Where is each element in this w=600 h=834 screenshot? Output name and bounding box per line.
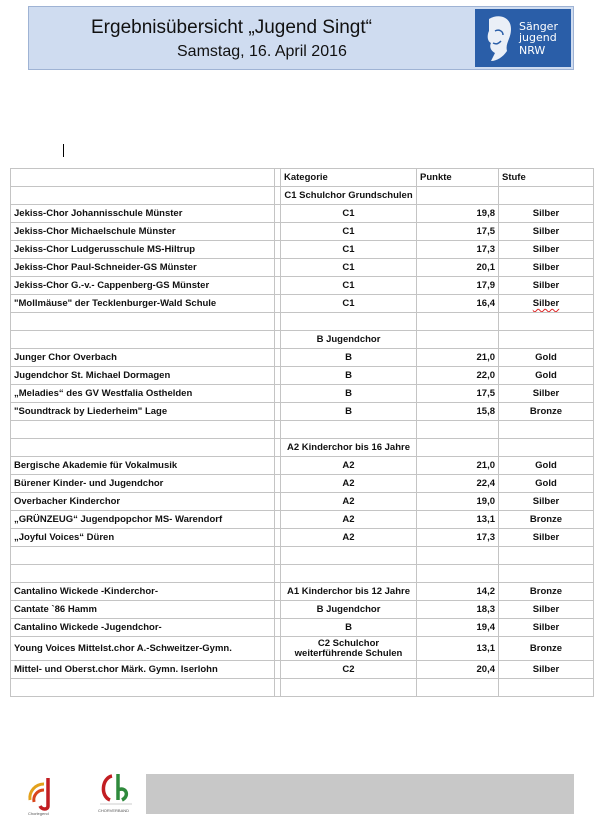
chorverband-logo [92,770,140,820]
table-row [11,295,594,313]
kategorie-cell: C2 [281,661,417,679]
table-row [11,493,594,511]
table-row [11,259,594,277]
group-label-a2: A2 Kinderchor bis 16 Jahre [281,439,417,457]
table-row [11,529,594,547]
kategorie-cell: A1 Kinderchor bis 12 Jahre [281,583,417,601]
punkte-cell: 22,0 [417,367,499,385]
column-header-kategorie: Kategorie [281,169,417,187]
choir-name: Mittel- und Oberst.chor Märk. Gymn. Iserlohn [11,661,275,679]
kategorie-cell: B [281,619,417,637]
stufe-cell: Silber [499,223,594,241]
text-cursor [63,144,64,157]
kategorie-cell: A2 [281,493,417,511]
stufe-cell: Silber [499,529,594,547]
table-row [11,349,594,367]
table-row [11,385,594,403]
choir-name: „Meladies“ des GV Westfalia Osthelden [11,385,275,403]
kategorie-cell: B [281,367,417,385]
punkte-cell: 17,5 [417,385,499,403]
punkte-cell: 13,1 [417,511,499,529]
choir-name: Jugendchor St. Michael Dormagen [11,367,275,385]
punkte-cell: 17,5 [417,223,499,241]
logo2-caption: CHORVERBAND [98,808,130,813]
stufe-cell: Gold [499,367,594,385]
empty-row [11,547,594,565]
singer-face-icon [481,13,515,63]
stufe-cell: Gold [499,457,594,475]
kategorie-cell: C1 [281,241,417,259]
column-header-punkte: Punkte [417,169,499,187]
kategorie-cell: A2 [281,475,417,493]
stufe-cell: Silber [499,619,594,637]
punkte-cell: 15,8 [417,403,499,421]
chorverband-logo-icon [92,770,140,820]
stufe-cell: Silber [499,241,594,259]
table-row [11,205,594,223]
punkte-cell: 17,9 [417,277,499,295]
group-row [11,187,594,205]
punkte-cell: 13,1 [417,637,499,661]
kategorie-cell: C1 [281,205,417,223]
empty-row [11,565,594,583]
stufe-cell: Silber [499,661,594,679]
table-row [11,601,594,619]
stufe-cell: Silber [499,385,594,403]
footer-bar [146,774,574,814]
stufe-cell: Bronze [499,511,594,529]
punkte-cell: 20,1 [417,259,499,277]
kategorie-cell: A2 [281,457,417,475]
empty-row [11,313,594,331]
punkte-cell: 16,4 [417,295,499,313]
table-row [11,277,594,295]
kategorie-cell: A2 [281,511,417,529]
table-row [11,403,594,421]
column-header-stufe: Stufe [499,169,594,187]
punkte-cell: 17,3 [417,241,499,259]
punkte-cell: 22,4 [417,475,499,493]
logo-line-3: NRW [519,44,546,57]
punkte-cell: 19,0 [417,493,499,511]
choir-name: "Soundtrack by Liederheim" Lage [11,403,275,421]
group-row [11,439,594,457]
kategorie-line-2: weiterführende Schulen [294,647,403,659]
choir-name: „Joyful Voices“ Düren [11,529,275,547]
choir-name: Cantate `86 Hamm [11,601,275,619]
table-row [11,619,594,637]
stufe-cell: Silber [499,601,594,619]
logo-line-2: jugend [519,31,557,44]
table-header-row [11,169,594,187]
punkte-cell: 18,3 [417,601,499,619]
choir-name: Overbacher Kinderchor [11,493,275,511]
table-row [11,367,594,385]
table-row [11,223,594,241]
table-row [11,241,594,259]
punkte-cell: 21,0 [417,349,499,367]
stufe-cell: Bronze [499,637,594,661]
choir-name: Bürener Kinder- und Jugendchor [11,475,275,493]
punkte-cell: 14,2 [417,583,499,601]
choir-name: Cantalino Wickede -Jugendchor- [11,619,275,637]
choir-name: Junger Chor Overbach [11,349,275,367]
choir-name: Jekiss-Chor Ludgerusschule MS-Hiltrup [11,241,275,259]
stufe-cell: Bronze [499,583,594,601]
kategorie-cell: C1 [281,295,417,313]
stufe-cell: Gold [499,475,594,493]
results-table [10,168,594,697]
kategorie-cell: B [281,349,417,367]
choir-name: Jekiss-Chor G.-v.- Cappenberg-GS Münster [11,277,275,295]
punkte-cell: 19,4 [417,619,499,637]
stufe-cell: Silber [499,493,594,511]
choir-name: Cantalino Wickede -Kinderchor- [11,583,275,601]
group-label-b: B Jugendchor [281,331,417,349]
choir-name: Young Voices Mittelst.chor A.-Schweitzer-Gymn. [11,637,275,661]
saengerjugend-logo [475,9,571,67]
chorjugend-logo [22,770,70,818]
header-banner [28,6,574,70]
choir-name: „GRÜNZEUG“ Jugendpopchor MS- Warendorf [11,511,275,529]
choir-name: Jekiss-Chor Michaelschule Münster [11,223,275,241]
kategorie-cell: A2 [281,529,417,547]
choir-name: Jekiss-Chor Paul-Schneider-GS Münster [11,259,275,277]
group-row [11,331,594,349]
table-row [11,661,594,679]
logo1-caption: Chorlegend [28,811,49,816]
table-row [11,583,594,601]
stufe-cell: Silber [499,205,594,223]
kategorie-cell [281,637,417,661]
page-subtitle: Samstag, 16. April 2016 [177,43,347,60]
stufe-cell: Gold [499,349,594,367]
punkte-cell: 21,0 [417,457,499,475]
kategorie-cell: C1 [281,259,417,277]
kategorie-cell: C1 [281,277,417,295]
logo-line-1: Sänger [519,20,558,33]
page-title: Ergebnisübersicht „Jugend Singt“ [91,17,372,38]
punkte-cell: 20,4 [417,661,499,679]
punkte-cell: 17,3 [417,529,499,547]
choir-name: Jekiss-Chor Johannisschule Münster [11,205,275,223]
table-row [11,511,594,529]
choir-name: "Mollmäuse" der Tecklenburger-Wald Schule [11,295,275,313]
kategorie-cell: B Jugendchor [281,601,417,619]
stufe-cell: Bronze [499,403,594,421]
choir-name: Bergische Akademie für Vokalmusik [11,457,275,475]
stufe-cell: Silber [499,259,594,277]
chorjugend-logo-icon [22,770,70,818]
stufe-cell: Silber [499,277,594,295]
punkte-cell: 19,8 [417,205,499,223]
table-row [11,475,594,493]
kategorie-cell: B [281,403,417,421]
kategorie-line-1: C2 Schulchor [317,637,380,649]
table-row [11,637,594,661]
empty-row [11,679,594,697]
group-label-c1: C1 Schulchor Grundschulen [281,187,417,205]
stufe-cell: Silber [499,295,594,313]
kategorie-cell: C1 [281,223,417,241]
empty-row [11,421,594,439]
kategorie-cell: B [281,385,417,403]
table-row [11,457,594,475]
